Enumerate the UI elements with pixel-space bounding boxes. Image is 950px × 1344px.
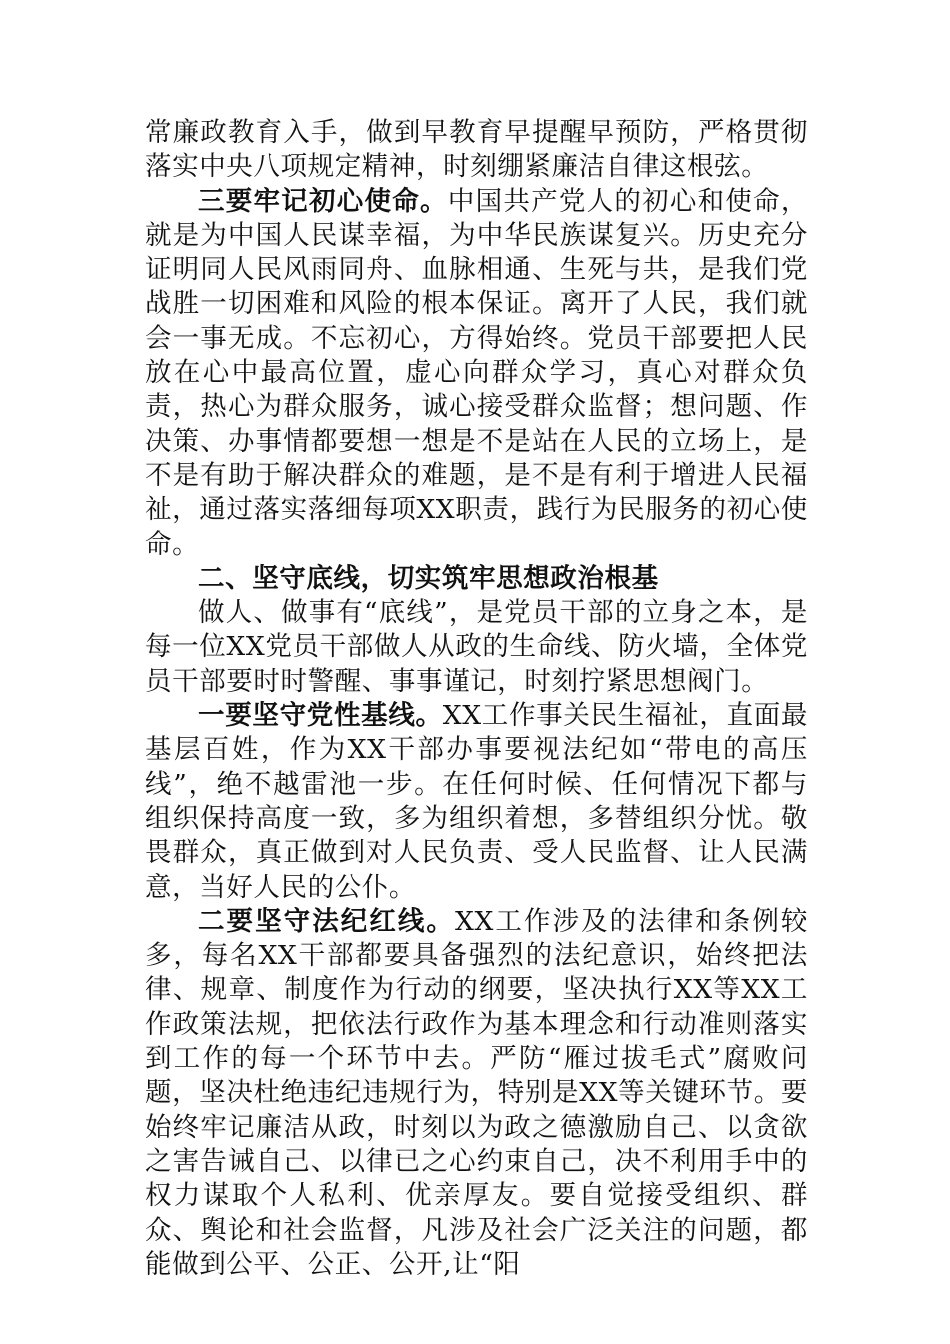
paragraph-bottom-line bbox=[145, 596, 808, 699]
section-heading bbox=[145, 562, 808, 596]
paragraph-lead: 一要坚守党性基线。 bbox=[198, 700, 443, 732]
paragraph-text: XX工作事关民生福祉，直面最基层百姓，作为XX干部办事要视法纪如“带电的高压线”，绝不越雷池一步。在任何时候、任何情况下都与组织保持高度一致，多为组织着想，多替组织分忧。敬畏群众，真正做到对人民负责、受人民监督、让人民满意，当好人民的公仆。 bbox=[145, 700, 808, 903]
paragraph-party-baseline bbox=[145, 699, 808, 905]
paragraph-mission bbox=[145, 185, 808, 562]
paragraph-text: XX工作涉及的法律和条例较多，每名XX干部都要具备强烈的法纪意识，始终把法律、规章、制度作为行动的纲要，坚决执行XX等XX工作政策法规，把依法行政作为基本理念和行动准则落实到工作的每一个环节中去。严防“雁过拔毛式”腐败问题，坚决杜绝违纪违规行为，特别是XX等关键环节。要始终牢记廉洁从政，时刻以为政之德激励自己、以贪欲之害告诫自己、以律已之心约束自己，决不利用手中的权力谋取个人私利、优亲厚友。要自觉接受组织、群众、舆论和社会监督，凡涉及社会广泛关注的问题，都能做到公平、公正、公开,让“阳 bbox=[145, 905, 808, 1280]
heading-text: 二、坚守底线，切实筑牢思想政治根基 bbox=[198, 562, 659, 594]
paragraph-text: 常廉政教育入手，做到早教育早提醒早预防，严格贯彻落实中央八项规定精神，时刻绷紧廉洁自律这根弦。 bbox=[145, 117, 808, 183]
paragraph-lead: 二要坚守法纪红线。 bbox=[198, 905, 455, 937]
paragraph-text: 做人、做事有“底线”，是党员干部的立身之本，是每一位XX党员干部做人从政的生命线、防火墙，全体党员干部要时时警醒、事事谨记，时刻拧紧思想阀门。 bbox=[145, 597, 808, 697]
paragraph-law-redline bbox=[145, 905, 808, 1282]
document-page bbox=[145, 116, 808, 1282]
paragraph-lead: 三要牢记初心使命。 bbox=[198, 185, 448, 217]
paragraph-text: 中国共产党人的初心和使命，就是为中国人民谋幸福，为中华民族谋复兴。历史充分证明同人民风雨同舟、血脉相通、生死与共，是我们党战胜一切困难和风险的根本保证。离开了人民，我们就会一事无成。不忘初心，方得始终。党员干部要把人民放在心中最高位置，虚心向群众学习，真心对群众负责，热心为群众服务，诚心接受群众监督；想问题、作决策、办事情都要想一想是不是站在人民的立场上，是不是有助于解决群众的难题，是不是有利于增进人民福祉，通过落实落细每项XX职责，践行为民服务的初心使命。 bbox=[145, 185, 808, 560]
paragraph-continued bbox=[145, 116, 808, 185]
